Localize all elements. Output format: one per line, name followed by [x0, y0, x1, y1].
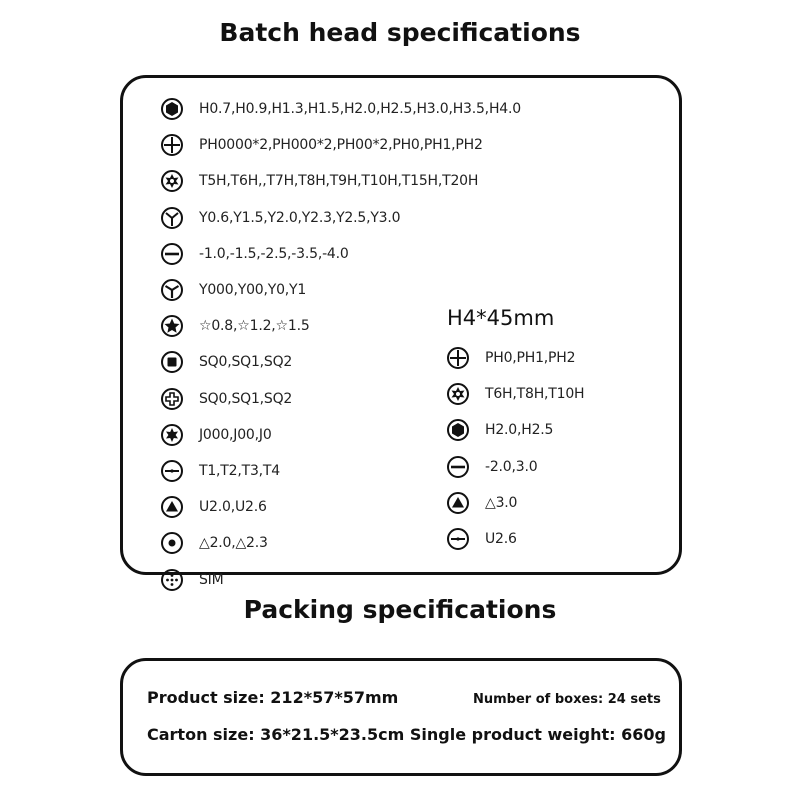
bit-spec-row [160, 566, 224, 594]
bit-spec-label: Y0.6,Y1.5,Y2.0,Y2.3,Y2.5,Y3.0 [199, 209, 401, 226]
packing-panel [120, 658, 682, 776]
y-tip-icon [160, 206, 184, 230]
bit-spec-row [160, 240, 349, 268]
bit-spec-row [160, 529, 268, 557]
bit-spec-row [160, 493, 267, 521]
bit-spec-label: Y000,Y00,Y0,Y1 [199, 282, 307, 298]
bit-spec-label: U2.0,U2.6 [199, 499, 267, 516]
h4-spec-label: PH0,PH1,PH2 [485, 350, 576, 366]
six-point-icon [160, 423, 184, 447]
h4-spec-label: U2.6 [485, 531, 517, 547]
cross-tip-icon [160, 387, 184, 411]
bit-spec-label: SIM [199, 571, 224, 588]
hex-icon [160, 97, 184, 121]
dot-icon [160, 531, 184, 555]
bit-spec-label: SQ0,SQ1,SQ2 [199, 354, 293, 371]
h4-set-title: H4*45mm [447, 306, 555, 330]
batch-head-title: Batch head specifications [219, 18, 581, 47]
h4-spec-label: T6H,T8H,T10H [485, 386, 585, 403]
bit-spec-label: △2.0,△2.3 [199, 535, 268, 552]
bit-spec-row [160, 457, 280, 485]
bit-spec-label: H0.7,H0.9,H1.3,H1.5,H2.0,H2.5,H3.0,H3.5,H4.0 [199, 101, 521, 117]
bit-spec-row [160, 131, 483, 159]
bit-spec-label: SQ0,SQ1,SQ2 [199, 390, 293, 407]
torx-hole-icon [160, 169, 184, 193]
bit-spec-label: PH0000*2,PH000*2,PH00*2,PH0,PH1,PH2 [199, 137, 483, 154]
spanner-icon [446, 527, 470, 551]
phillips-icon [160, 133, 184, 157]
bit-spec-label: T5H,T6H,,T7H,T8H,T9H,T10H,T15H,T20H [199, 173, 479, 190]
product-size-text: Product size: 212*57*57mm [147, 688, 399, 707]
bit-spec-label: ☆0.8,☆1.2,☆1.5 [199, 318, 310, 335]
carton-size-text: Carton size: 36*21.5*23.5cm Single product weight: 660g [147, 725, 666, 744]
bit-spec-row [160, 312, 310, 340]
h4-spec-label: △3.0 [485, 494, 518, 511]
bit-spec-row [160, 276, 306, 304]
bit-spec-label: J000,J00,J0 [199, 426, 272, 443]
hex-icon [446, 418, 470, 442]
packing-title: Packing specifications [243, 595, 557, 624]
phillips-icon [446, 346, 470, 370]
sim-icon [160, 568, 184, 592]
spanner-icon [160, 459, 184, 483]
number-of-boxes-text: Number of boxes: 24 sets [473, 692, 661, 707]
bit-spec-row [160, 421, 272, 449]
h4-spec-row [446, 453, 537, 481]
bit-spec-row [160, 348, 292, 376]
h4-spec-row [446, 525, 517, 553]
torx-hole-icon [446, 382, 470, 406]
bit-spec-row [160, 167, 478, 195]
slotted-icon [446, 455, 470, 479]
bit-spec-row [160, 95, 521, 123]
bit-spec-row [160, 204, 400, 232]
bit-spec-label: T1,T2,T3,T4 [199, 463, 280, 479]
bit-spec-row [160, 385, 292, 413]
triangle-icon [446, 491, 470, 515]
square-icon [160, 350, 184, 374]
slotted-icon [160, 242, 184, 266]
h4-spec-row [446, 344, 575, 372]
h4-spec-row [446, 416, 553, 444]
bit-spec-label: -1.0,-1.5,-2.5,-3.5,-4.0 [199, 245, 349, 262]
h4-spec-label: H2.0,H2.5 [485, 422, 554, 439]
triangle-icon [160, 495, 184, 519]
h4-spec-row [446, 489, 517, 517]
h4-spec-label: -2.0,3.0 [485, 458, 538, 475]
h4-spec-row [446, 380, 584, 408]
tri-wing-icon [160, 278, 184, 302]
pentalobe-icon [160, 314, 184, 338]
